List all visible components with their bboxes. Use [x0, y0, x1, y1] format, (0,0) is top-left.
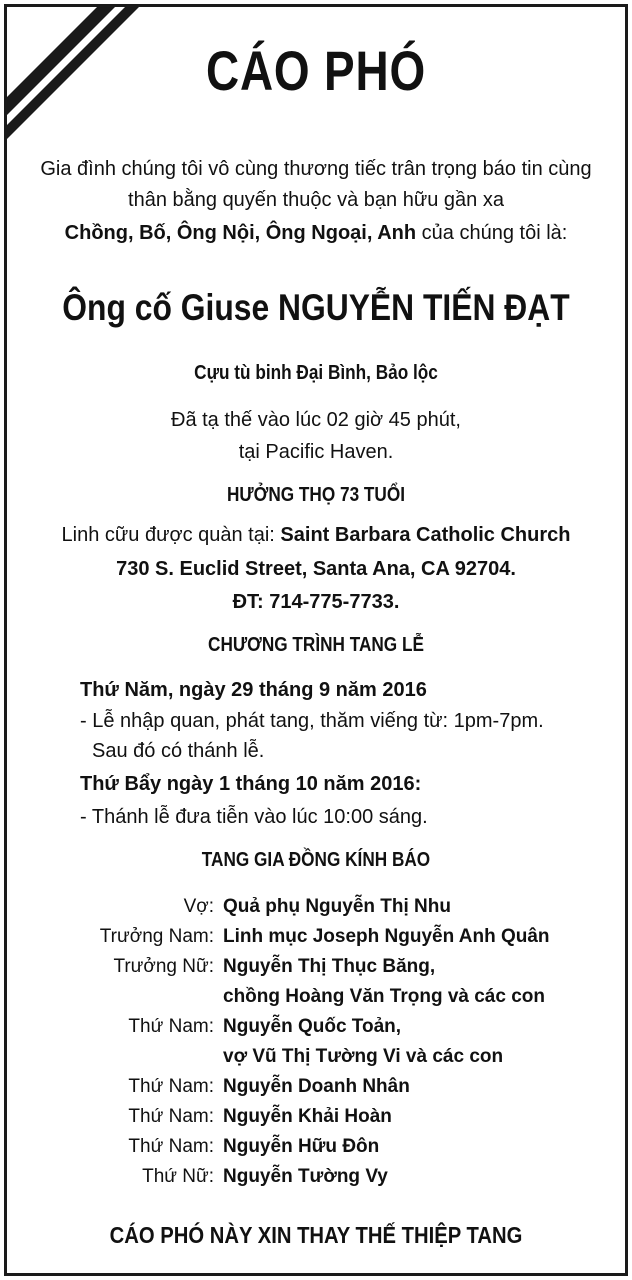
page-title: CÁO PHÓ [205, 39, 427, 102]
family-role: Trưởng Nữ: [113, 956, 214, 977]
family-role: Thứ Nam: [128, 1076, 214, 1097]
family-member: Nguyễn Hữu Đôn [223, 1136, 380, 1157]
family-row [0, 1046, 632, 1072]
family-member: Nguyễn Doanh Nhân [223, 1076, 410, 1097]
deceased-name [44, 287, 588, 329]
family-member: chồng Hoàng Văn Trọng và các con [223, 986, 545, 1007]
family-member: Quả phụ Nguyễn Thị Nhu [223, 896, 451, 917]
family-member: Linh mục Joseph Nguyễn Anh Quân [223, 926, 550, 947]
family-row [0, 1076, 632, 1102]
family-role: Thứ Nam: [128, 1016, 214, 1037]
family-role: Thứ Nam: [128, 1106, 214, 1127]
program-heading-text: CHƯƠNG TRÌNH TANG LỄ [208, 634, 424, 656]
family-member: Nguyễn Thị Thục Băng, [223, 956, 436, 977]
deceased-prefix: Ông cố Giuse [62, 287, 278, 328]
viewing-place: Saint Barbara Catholic Church [280, 524, 571, 546]
family-row [0, 956, 632, 982]
family-heading-text: TANG GIA ĐỒNG KÍNH BÁO [201, 849, 431, 871]
family-row [0, 986, 632, 1012]
relations-suffix: của chúng tôi là: [416, 222, 568, 244]
family-row [0, 1016, 632, 1042]
family-role: Thứ Nam: [128, 1136, 214, 1157]
age-text: HƯỞNG THỌ 73 TUỔI [226, 484, 406, 506]
passing-line-1: Đã tạ thế vào lúc 02 giờ 45 phút, [171, 409, 461, 431]
family-row [0, 896, 632, 922]
family-role: Vợ: [183, 896, 214, 917]
viewing-label: Linh cữu được quàn tại: [61, 524, 281, 546]
intro-line-3 [0, 222, 632, 245]
family-row [0, 1136, 632, 1162]
program-day-1-item-1: - Lễ nhập quan, phát tang, thăm viếng từ: 1pm-7pm. [80, 710, 544, 732]
program-heading [0, 634, 632, 657]
veteran-text: Cựu tù binh Đại Bình, Bảo lộc [194, 362, 438, 384]
family-row [0, 1166, 632, 1192]
family-heading [0, 849, 632, 872]
age-heading [0, 484, 632, 507]
program-day-2: Thứ Bẩy ngày 1 tháng 10 năm 2016: [80, 773, 422, 795]
relations-text: Chồng, Bố, Ông Nội, Ông Ngoại, Anh [64, 222, 417, 244]
family-member: Nguyễn Quốc Toản, [223, 1016, 402, 1037]
program-day-1-item-2: Sau đó có thánh lễ. [92, 740, 265, 762]
program-day-1: Thứ Năm, ngày 29 tháng 9 năm 2016 [80, 679, 427, 701]
viewing-address: 730 S. Euclid Street, Santa Ana, CA 92704. [116, 558, 516, 580]
family-role: Thứ Nữ: [142, 1166, 214, 1187]
family-row [0, 1106, 632, 1132]
intro-line-2: thân bằng quyến thuộc và bạn hữu gần xa [128, 189, 504, 211]
family-member: Nguyễn Khải Hoàn [223, 1106, 392, 1127]
intro-line-1: Gia đình chúng tôi vô cùng thương tiếc trân trọng báo tin cùng [40, 158, 592, 180]
family-member: Nguyễn Tường Vy [223, 1166, 388, 1187]
family-row [0, 926, 632, 952]
viewing-line [0, 524, 632, 547]
passing-line-2: tại Pacific Haven. [238, 441, 394, 463]
deceased-fullname: NGUYỄN TIẾN ĐẠT [277, 287, 570, 328]
viewing-phone: ĐT: 714-775-7733. [232, 591, 400, 613]
footer-note: CÁO PHÓ NÀY XIN THAY THẾ THIỆP TANG [109, 1222, 523, 1248]
program-day-2-item-1: - Thánh lễ đưa tiễn vào lúc 10:00 sáng. [80, 806, 428, 828]
family-member: vợ Vũ Thị Tường Vi và các con [223, 1046, 504, 1067]
family-role: Trưởng Nam: [99, 926, 214, 947]
veteran-note [0, 362, 632, 385]
